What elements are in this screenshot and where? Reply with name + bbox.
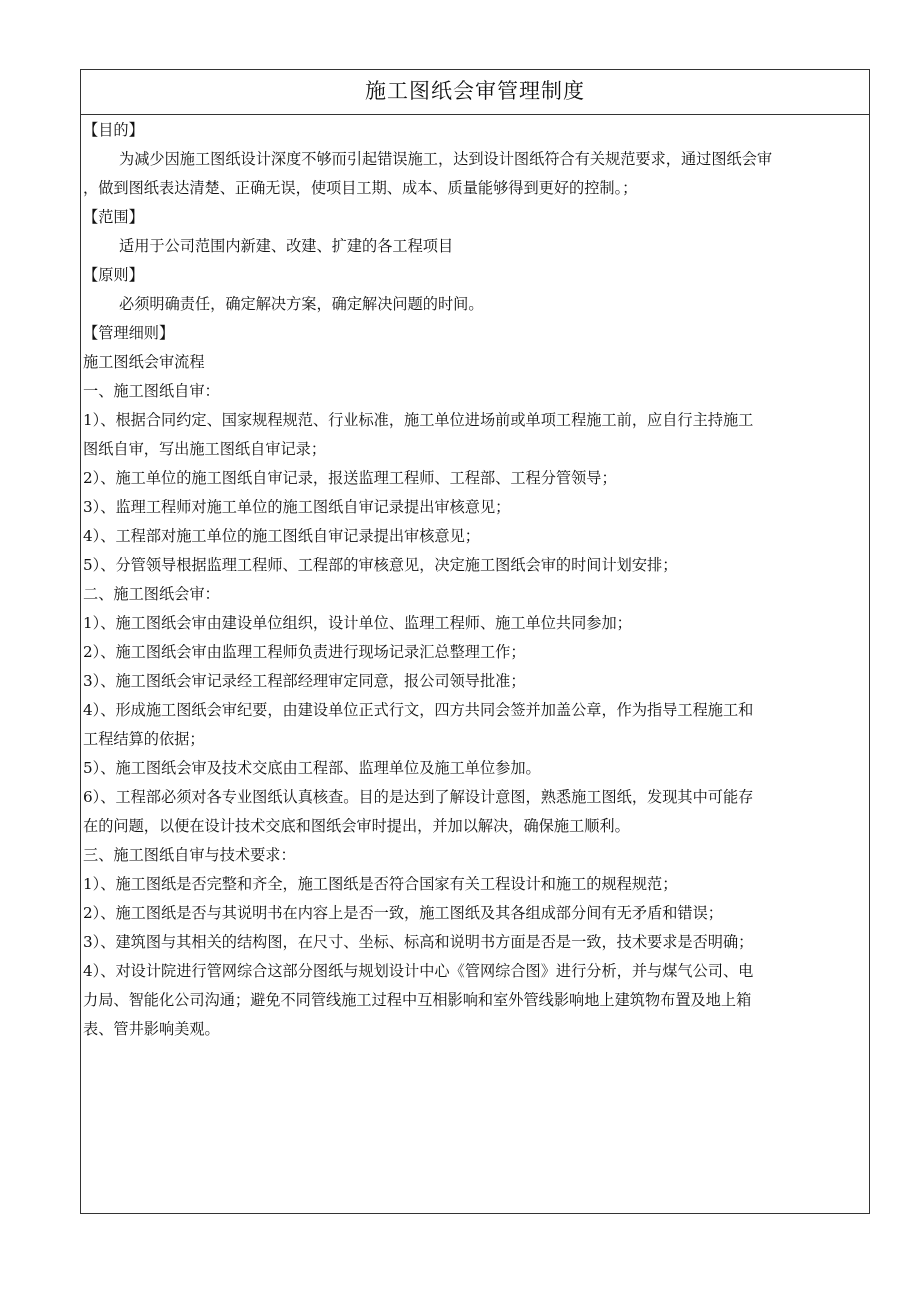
list-item: 4）、工程部对施工单位的施工图纸自审记录提出审核意见； — [83, 527, 480, 545]
purpose-heading: 【目的】 — [83, 121, 144, 139]
part1-heading: 一、施工图纸自审： — [83, 382, 220, 400]
list-item: 1）、根据合同约定、国家规程规范、行业标准，施工单位进场前或单项工程施工前，应自行主持施工 — [83, 411, 754, 429]
part2-heading: 二、施工图纸会审： — [83, 585, 220, 603]
scope-heading: 【范围】 — [83, 208, 144, 226]
list-item-continued: 在的问题，以便在设计技术交底和图纸会审时提出，并加以解决，确保施工顺利。 — [83, 817, 630, 835]
purpose-text-line: ，做到图纸表达清楚、正确无误，使项目工期、成本、质量能够得到更好的控制。； — [83, 179, 638, 197]
title-divider — [81, 114, 869, 115]
document-body — [83, 116, 867, 1044]
list-item: 4）、对设计院进行管网综合这部分图纸与规划设计中心《管网综合图》进行分析，并与煤气公司、电 — [83, 962, 754, 980]
list-item: 2）、施工图纸会审由监理工程师负责进行现场记录汇总整理工作； — [83, 643, 526, 661]
list-item-continued: 图纸自审，写出施工图纸自审记录； — [83, 440, 326, 458]
part3-heading: 三、施工图纸自审与技术要求： — [83, 846, 296, 864]
list-item: 3）、施工图纸会审记录经工程部经理审定同意，报公司领导批准； — [83, 672, 526, 690]
list-item-continued: 力局、智能化公司沟通；避免不同管线施工过程中互相影响和室外管线影响地上建筑物布置及地上箱 — [83, 991, 752, 1009]
list-item: 5）、分管领导根据监理工程师、工程部的审核意见，决定施工图纸会审的时间计划安排； — [83, 556, 678, 574]
document-title: 施工图纸会审管理制度 — [365, 79, 585, 103]
list-item: 5）、施工图纸会审及技术交底由工程部、监理单位及施工单位参加。 — [83, 759, 541, 777]
principle-text: 必须明确责任，确定解决方案，确定解决问题的时间。 — [119, 295, 484, 313]
list-item: 1）、施工图纸会审由建设单位组织，设计单位、监理工程师、施工单位共同参加； — [83, 614, 632, 632]
rules-heading: 【管理细则】 — [83, 324, 175, 342]
list-item: 2）、施工单位的施工图纸自审记录，报送监理工程师、工程部、工程分管领导； — [83, 469, 617, 487]
list-item: 3）、建筑图与其相关的结构图，在尺寸、坐标、标高和说明书方面是否是一致，技术要求是否明确； — [83, 933, 754, 951]
list-item-continued: 工程结算的依据； — [83, 730, 205, 748]
list-item: 6）、工程部必须对各专业图纸认真核查。目的是达到了解设计意图，熟悉施工图纸，发现其中可能存 — [83, 788, 754, 806]
scope-text: 适用于公司范围内新建、改建、扩建的各工程项目 — [119, 237, 454, 255]
document-frame — [80, 69, 870, 1214]
list-item: 3）、监理工程师对施工单位的施工图纸自审记录提出审核意见； — [83, 498, 511, 516]
list-item: 1）、施工图纸是否完整和齐全，施工图纸是否符合国家有关工程设计和施工的规程规范； — [83, 875, 678, 893]
list-item: 4）、形成施工图纸会审纪要，由建设单位正式行文，四方共同会签并加盖公章，作为指导工程施工和 — [83, 701, 754, 719]
list-item: 2）、施工图纸是否与其说明书在内容上是否一致，施工图纸及其各组成部分间有无矛盾和错误； — [83, 904, 723, 922]
principle-heading: 【原则】 — [83, 266, 144, 284]
purpose-text-line: 为减少因施工图纸设计深度不够而引起错误施工，达到设计图纸符合有关规范要求，通过图纸会审 — [119, 150, 773, 168]
list-item-continued: 表、管井影响美观。 — [83, 1020, 220, 1038]
process-title: 施工图纸会审流程 — [83, 353, 205, 371]
